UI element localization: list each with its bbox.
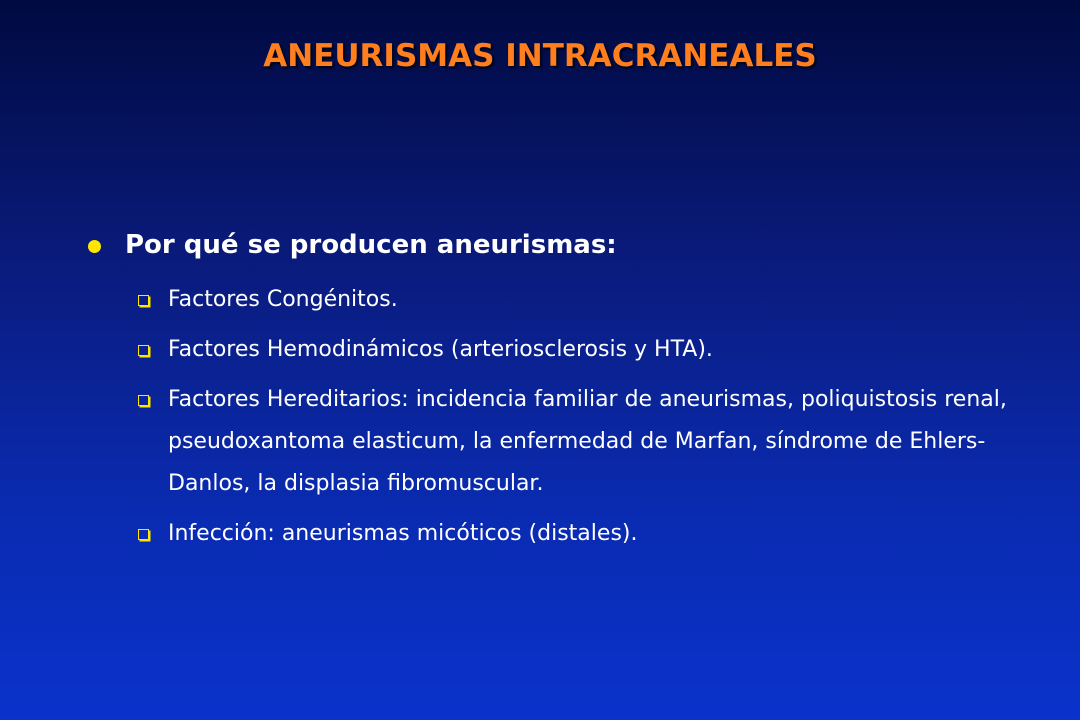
square-box-icon [138, 395, 149, 406]
sub-bullet-item [138, 284, 1018, 321]
sub-bullet-item [138, 384, 1018, 505]
slide-title: ANEURISMAS INTRACRANEALES [263, 38, 817, 74]
sub-bullet-text: Factores Hemodinámicos (arteriosclerosis y HTA). [168, 337, 713, 362]
sub-bullet-text: Infección: aneurismas micóticos (distales). [168, 521, 638, 546]
sub-bullet-list [138, 284, 1018, 568]
main-bullet [88, 230, 617, 260]
sub-bullet-item [138, 334, 1018, 371]
sub-bullet-text: Factores Congénitos. [168, 287, 398, 312]
square-box-icon [138, 295, 149, 306]
round-dot-icon [88, 240, 101, 253]
main-bullet-text: Por qué se producen aneurismas: [125, 230, 617, 260]
square-box-icon [138, 529, 149, 540]
square-box-icon [138, 345, 149, 356]
sub-bullet-item [138, 518, 1018, 555]
sub-bullet-text: Factores Hereditarios: incidencia familiar de aneurismas, poliquistosis renal, pseudoxantoma elasticum, la enfermedad de Marfan, síndrome de Ehlers-Danlos, la displasia fibromuscular. [168, 387, 1007, 496]
